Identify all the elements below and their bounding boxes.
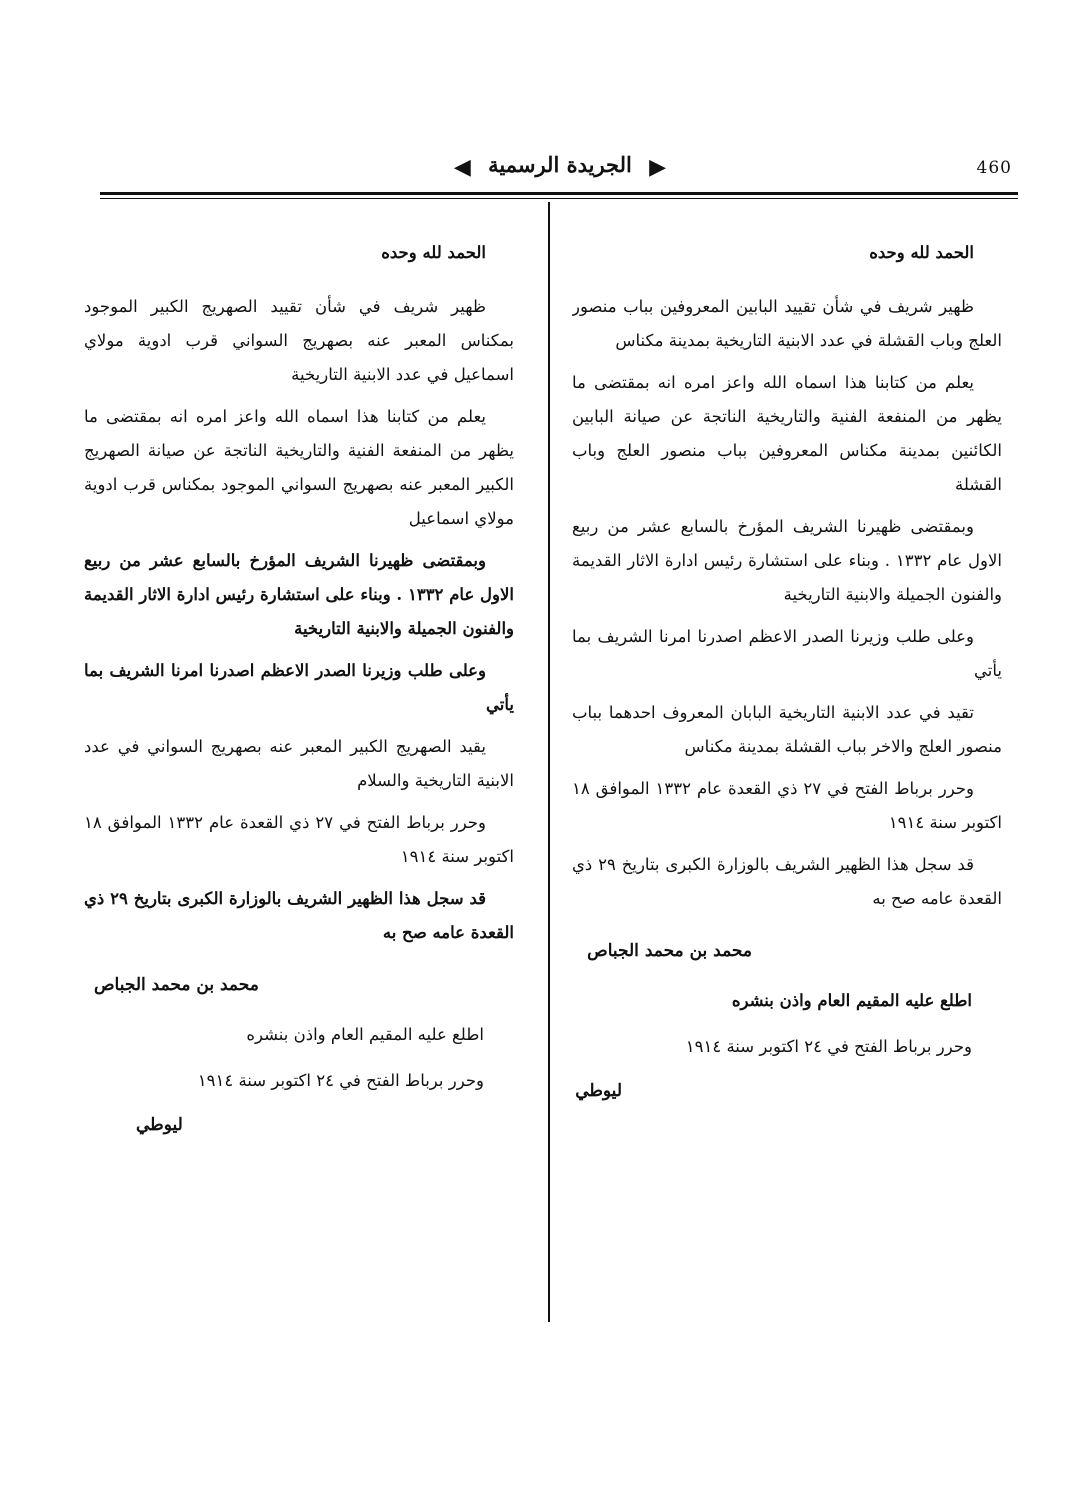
closing-dateline: وحرر برباط الفتح في ٢٤ اكتوبر سنة ١٩١٤ (685, 1037, 972, 1056)
decree-paragraph: وعلى طلب وزيرنا الصدر الاعظم اصدرنا امرنا الشريف بما يأتي (572, 627, 1002, 680)
decree-dateline: وحرر برباط الفتح في ٢٧ ذي القعدة عام ١٣٣٢ الموافق ١٨ اكتوبر سنة ١٩١٤ (84, 813, 514, 866)
decree-article: تقيد في عدد الابنية التاريخية البابان المعروف احدهما بباب منصور العلج والاخر بباب القشلة بمدينة مكناس (572, 703, 1002, 756)
decree-title: ظهير شريف في شأن تقييد الصهريج الكبير الموجود بمكناس المعبر عنه بصهريج السواني قرب ادوية مولاي اسماعيل في عدد الابنية التاريخية (84, 297, 514, 384)
resident-general-signature: ليوطي (136, 1115, 183, 1135)
decree-registration: قد سجل هذا الظهير الشريف بالوزارة الكبرى بتاريخ ٢٩ ذي القعدة عامه صح به (84, 889, 514, 942)
decree-title: ظهير شريف في شأن تقييد البابين المعروفين بباب منصور العلج وباب القشلة في عدد الابنية التاريخية بمدينة مكناس (572, 297, 1002, 350)
decree-dateline: وحرر برباط الفتح في ٢٧ ذي القعدة عام ١٣٣٢ الموافق ١٨ اكتوبر سنة ١٩١٤ (572, 779, 1002, 832)
header-rule-thin (100, 198, 1018, 199)
decree-registration: قد سجل هذا الظهير الشريف بالوزارة الكبرى بتاريخ ٢٩ ذي القعدة عامه صح به (572, 855, 1002, 908)
decree-paragraph: وبمقتضى ظهيرنا الشريف المؤرخ بالسابع عشر من ربيع الاول عام ١٣٣٢ . وبناء على استشارة رئيس ادارة الاثار القديمة والفنون الجميلة والابنية التاريخية (84, 551, 514, 638)
decree-article: يقيد الصهريج الكبير المعبر عنه بصهريج السواني في عدد الابنية التاريخية والسلام (84, 737, 514, 790)
journal-masthead (100, 152, 1020, 180)
registrar-signature: محمد بن محمد الجباص (587, 941, 752, 961)
journal-title: الجريدة الرسمية (488, 152, 632, 177)
decree-heading: الحمد لله وحده (381, 243, 486, 262)
decree-paragraph: يعلم من كتابنا هذا اسماه الله واعز امره انه بمقتضى ما يظهر من المنفعة الفنية والتاريخية الناتجة عن صيانة الصهريج الكبير المعبر عنه بصهريج السواني الموجود بمكناس قرب ادوية مولاي اسماعيل (84, 407, 514, 528)
header-rule-thick (100, 192, 1018, 195)
decree-paragraph: يعلم من كتابنا هذا اسماه الله واعز امره انه بمقتضى ما يظهر من المنفعة الفنية والتاريخية الناتجة عن صيانة البابين الكائنين بمدينة مكناس المعروفين بباب منصور العلج وباب القشلة (572, 373, 1002, 494)
decree-paragraph: وبمقتضى ظهيرنا الشريف المؤرخ بالسابع عشر من ربيع الاول عام ١٣٣٢ . وبناء على استشارة رئيس ادارة الاثار القديمة والفنون الجميلة والابنية التاريخية (572, 517, 1002, 604)
arrow-right-icon: ▶ (649, 153, 667, 180)
decree-heading: الحمد لله وحده (869, 243, 974, 262)
page-header (100, 148, 1020, 190)
decree-right-column (572, 238, 1002, 1328)
decree-left-column (84, 238, 514, 1328)
decree-paragraph: وعلى طلب وزيرنا الصدر الاعظم اصدرنا امرنا الشريف بما يأتي (84, 661, 514, 714)
closing-dateline: وحرر برباط الفتح في ٢٤ اكتوبر سنة ١٩١٤ (197, 1071, 484, 1090)
resident-general-signature: ليوطي (575, 1081, 622, 1101)
arrow-left-icon: ◀ (453, 153, 471, 180)
registrar-signature: محمد بن محمد الجباص (94, 975, 259, 995)
column-divider (548, 202, 550, 1322)
page-number: 460 (976, 158, 1012, 178)
approval-line: اطلع عليه المقيم العام واذن بنشره (246, 1025, 484, 1044)
approval-line: اطلع عليه المقيم العام واذن بنشره (731, 991, 972, 1010)
